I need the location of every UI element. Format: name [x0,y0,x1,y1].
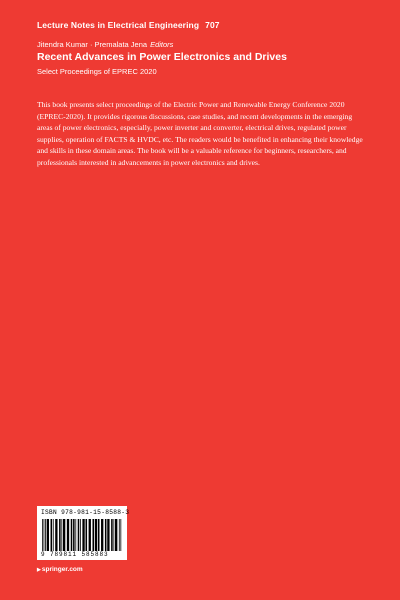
series-volume: 707 [205,20,220,30]
publisher-url: springer.com [41,566,83,573]
series-line [37,20,220,30]
editors-line [37,40,173,49]
editor-names: Jitendra Kumar · Premalata Jena [37,40,148,49]
barcode-bars [42,519,122,551]
isbn-number: ISBN 978-981-15-8588-3 [41,509,130,516]
book-description: This book presents select proceedings of the Electric Power and Renewable Energy Conference 2020 (EPREC-2020). It provides rigorous discussions, case studies, and recent developments in the emerging areas of power electronics, especially, power inverter and converter, electrical drives, regulated power supplies, operation of FACTS & HVDC, etc. The readers would be benefited in enhancing their knowledge and skills in these domain areas. The book will be a valuable reference for beginners, researchers, and professionals interested in advancements in power electronics and drives. [37,100,363,167]
editors-role: Editors [150,40,174,49]
isbn-barcode [37,506,130,560]
publisher-link[interactable] [37,566,83,573]
arrow-right-icon: ▶ [37,567,41,573]
series-name: Lecture Notes in Electrical Engineering [37,20,200,30]
barcode-digits: 9 789811 585883 [41,551,109,558]
book-subtitle: Select Proceedings of EPREC 2020 [37,67,157,76]
book-title: Recent Advances in Power Electronics and Drives [37,51,287,63]
